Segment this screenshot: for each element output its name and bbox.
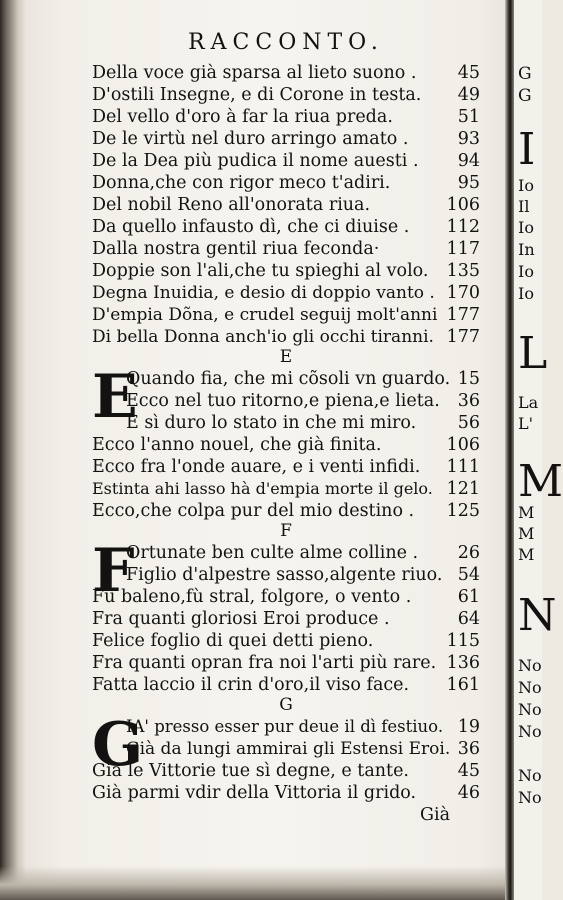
entry-text: Del vello d'oro à far la riua preda. xyxy=(92,107,393,127)
entry-text: Fra quanti gloriosi Eroi produce . xyxy=(92,609,390,629)
drop-cap-e: E xyxy=(92,362,138,432)
entry-page: 111 xyxy=(446,457,480,477)
facing-line: Io xyxy=(518,218,534,237)
facing-line: M xyxy=(518,545,535,564)
index-entry xyxy=(92,150,480,172)
index-entry xyxy=(92,674,480,696)
facing-line: No xyxy=(518,722,542,741)
index-entry xyxy=(92,84,480,106)
section-letter-f: F xyxy=(280,521,292,541)
facing-line: G xyxy=(518,64,532,84)
facing-line: L' xyxy=(518,414,534,433)
entry-text: D'empia Dõna, e crudel seguij molt'anni xyxy=(92,305,438,325)
index-entry xyxy=(92,412,480,434)
facing-dropcap: I xyxy=(518,124,536,175)
entry-text: Fatta laccio il crin d'oro,il viso face. xyxy=(92,675,410,695)
index-entry xyxy=(92,782,480,804)
index-entry xyxy=(92,304,480,326)
facing-line: Il xyxy=(518,197,530,216)
index-entry xyxy=(92,282,480,304)
entry-page: 36 xyxy=(457,391,480,411)
entry-text: Ortunate ben culte alme colline . xyxy=(126,543,419,563)
entry-page: 36 xyxy=(457,739,480,759)
entry-text: Ecco nel tuo ritorno,e piena,e lieta. xyxy=(126,391,440,411)
entry-text: E sì duro lo stato in che mi miro. xyxy=(126,413,417,433)
entry-text: Estinta ahi lasso hà d'empia morte il gelo. xyxy=(92,479,433,498)
entry-text: Già parmi vdir della Vittoria il grido. xyxy=(92,783,417,803)
entry-page: 54 xyxy=(457,565,480,585)
section-letter-g: G xyxy=(279,695,293,715)
entry-text: Del nobil Reno all'onorata riua. xyxy=(92,195,371,215)
entry-text: Fù baleno,fù stral, folgore, o vento . xyxy=(92,587,412,607)
page-left-edge xyxy=(0,0,26,900)
facing-line: G xyxy=(518,86,532,106)
facing-line: Io xyxy=(518,176,534,195)
entry-text: Di bella Donna anch'io gli occhi tiranni. xyxy=(92,327,434,347)
facing-line: M xyxy=(518,524,535,543)
facing-line: No xyxy=(518,678,542,697)
facing-page-fragment xyxy=(514,0,563,900)
entry-page: 121 xyxy=(446,479,480,499)
entry-page: 136 xyxy=(446,653,480,673)
facing-line: No xyxy=(518,788,542,807)
entry-text: Doppie son l'ali,che tu spieghi al volo. xyxy=(92,261,429,281)
index-entry xyxy=(92,172,480,194)
index-entry xyxy=(92,478,480,500)
index-entry xyxy=(92,760,480,782)
entry-page: 135 xyxy=(446,261,480,281)
facing-line: No xyxy=(518,766,542,785)
index-entry xyxy=(92,630,480,652)
entry-page: 93 xyxy=(457,129,480,149)
entry-page: 49 xyxy=(457,85,480,105)
index-entry xyxy=(92,216,480,238)
index-entry xyxy=(92,62,480,84)
entry-page: 125 xyxy=(446,501,480,521)
entry-page: 26 xyxy=(457,543,480,563)
entry-page: 64 xyxy=(457,609,480,629)
facing-dropcap: M xyxy=(518,456,563,507)
entry-text: IA' presso esser pur deue il dì festiuo. xyxy=(126,717,444,736)
entry-page: 177 xyxy=(446,305,480,325)
index-entry xyxy=(92,738,480,760)
entry-text: De le virtù nel duro arringo amato . xyxy=(92,129,409,149)
entry-text: Figlio d'alpestre sasso,algente riuo. xyxy=(126,565,443,585)
facing-line: No xyxy=(518,656,542,675)
index-entry xyxy=(92,456,480,478)
facing-dropcap: L xyxy=(518,328,548,379)
drop-cap-g: G xyxy=(92,710,144,780)
entry-text: Ecco l'anno nouel, che già finita. xyxy=(92,435,382,455)
entry-text: De la Dea più pudica il nome auesti . xyxy=(92,151,419,171)
entry-text: Fra quanti opran fra noi l'arti più rare. xyxy=(92,653,437,673)
entry-text: Felice foglio di quei detti pieno. xyxy=(92,631,374,651)
entry-page: 170 xyxy=(446,283,480,303)
index-entry xyxy=(92,564,480,586)
entry-page: 115 xyxy=(446,631,480,651)
index-entry xyxy=(92,652,480,674)
entry-page: 106 xyxy=(446,435,480,455)
index-entry xyxy=(92,586,480,608)
entry-page: 19 xyxy=(457,717,480,737)
entry-page: 51 xyxy=(457,107,480,127)
entry-text: Dalla nostra gentil riua feconda· xyxy=(92,239,380,259)
entry-text: Già le Vittorie tue sì degne, e tante. xyxy=(92,761,409,781)
index-entry xyxy=(92,716,480,738)
facing-dropcap: N xyxy=(518,590,557,641)
entry-page: 177 xyxy=(446,327,480,347)
entry-page: 15 xyxy=(457,369,480,389)
entry-page: 161 xyxy=(446,675,480,695)
facing-line: In xyxy=(518,240,535,259)
facing-line: La xyxy=(518,393,539,412)
entry-text: D'ostili Insegne, e di Corone in testa. xyxy=(92,85,422,105)
index-entry xyxy=(92,434,480,456)
index-entry xyxy=(92,128,480,150)
entry-page: 46 xyxy=(457,783,480,803)
entry-text: Degna Inuidia, e desio di doppio vanto . xyxy=(92,283,435,303)
entry-text: Donna,che con rigor meco t'adiri. xyxy=(92,173,391,193)
drop-cap-f: F xyxy=(92,536,135,606)
entry-text: Da quello infausto dì, che ci diuise . xyxy=(92,217,410,237)
entry-page: 95 xyxy=(457,173,480,193)
index-entry xyxy=(92,608,480,630)
entry-page: 45 xyxy=(457,761,480,781)
entry-page: 45 xyxy=(457,63,480,83)
entry-page: 61 xyxy=(457,587,480,607)
entry-page: 94 xyxy=(457,151,480,171)
entry-text: Della voce già sparsa al lieto suono . xyxy=(92,63,417,83)
index-entry xyxy=(92,260,480,282)
entry-text: Già da lungi ammirai gli Estensi Eroi. xyxy=(126,739,451,759)
page-header: RACCONTO. xyxy=(188,30,384,55)
entry-text: Quando fia, che mi cõsoli vn guardo. xyxy=(126,369,451,389)
book-gutter xyxy=(505,0,514,900)
facing-line: Io xyxy=(518,262,534,281)
index-entry xyxy=(92,542,480,564)
entry-page: 117 xyxy=(446,239,480,259)
index-entry xyxy=(92,106,480,128)
page-bottom-edge xyxy=(0,866,542,900)
index-entry xyxy=(92,326,480,348)
index-entry xyxy=(92,368,480,390)
facing-line: M xyxy=(518,503,535,522)
entry-text: Ecco fra l'onde auare, e i venti infidi. xyxy=(92,457,421,477)
entry-page: 112 xyxy=(446,217,480,237)
facing-line: No xyxy=(518,700,542,719)
entry-page: 106 xyxy=(446,195,480,215)
entry-text: Ecco,che colpa pur del mio destino . xyxy=(92,501,415,521)
index-entry xyxy=(92,238,480,260)
index-entry xyxy=(92,500,480,522)
section-letter-e: E xyxy=(279,347,293,367)
index-entry xyxy=(92,390,480,412)
index-entry xyxy=(92,194,480,216)
catchword: Già xyxy=(420,805,451,825)
entry-page: 56 xyxy=(457,413,480,433)
facing-line: Io xyxy=(518,284,534,303)
